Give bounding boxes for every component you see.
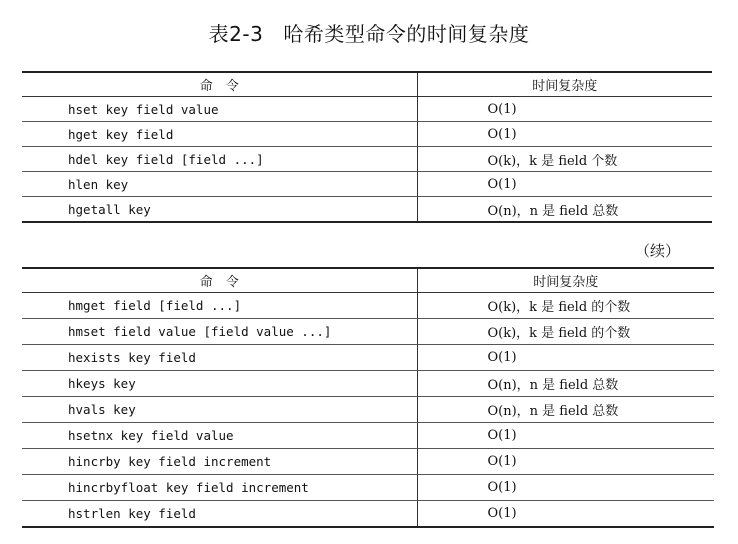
table-row bbox=[22, 371, 714, 397]
header-complexity: 时间复杂度 bbox=[417, 268, 714, 293]
command-cell: hdel key field [field ...] bbox=[22, 147, 417, 172]
command-cell: hexists key field bbox=[22, 345, 417, 371]
table-row bbox=[22, 293, 714, 319]
header-command: 命 令 bbox=[22, 72, 417, 97]
complexity-cell: O(1) bbox=[417, 423, 714, 449]
header-complexity: 时间复杂度 bbox=[417, 72, 712, 97]
complexity-cell: O(1) bbox=[417, 172, 712, 197]
command-cell: hlen key bbox=[22, 172, 417, 197]
table-row bbox=[22, 97, 712, 122]
complexity-cell: O(1) bbox=[417, 97, 712, 122]
table-row bbox=[22, 172, 712, 197]
complexity-cell: O(k)，k 是 field 的个数 bbox=[417, 319, 714, 345]
table-row bbox=[22, 449, 714, 475]
command-cell: hstrlen key field bbox=[22, 501, 417, 528]
complexity-cell: O(n)，n 是 field 总数 bbox=[487, 203, 619, 219]
complexity-table-part1 bbox=[22, 71, 712, 223]
header-row bbox=[22, 268, 714, 293]
command-cell: hvals key bbox=[22, 397, 417, 423]
complexity-cell: O(1) bbox=[417, 449, 714, 475]
command-cell: hmget field [field ...] bbox=[22, 293, 417, 319]
table-row bbox=[22, 345, 714, 371]
command-cell: hincrby key field increment bbox=[22, 449, 417, 475]
complexity-cell: O(1) bbox=[487, 506, 517, 521]
command-cell: hmset field value [field value ...] bbox=[22, 319, 417, 345]
table-row bbox=[22, 122, 712, 147]
complexity-cell: O(1) bbox=[417, 475, 714, 501]
table-row bbox=[22, 475, 714, 501]
command-cell: hgetall key bbox=[22, 197, 417, 223]
table-row bbox=[22, 319, 714, 345]
command-cell: hkeys key bbox=[22, 371, 417, 397]
continued-label: （续） bbox=[634, 242, 680, 260]
command-cell: hget key field bbox=[22, 122, 417, 147]
table-row bbox=[22, 397, 714, 423]
complexity-cell: O(k)，k 是 field 的个数 bbox=[417, 293, 714, 319]
complexity-table-part2 bbox=[22, 267, 714, 528]
complexity-cell: O(k)，k 是 field 个数 bbox=[417, 147, 712, 172]
complexity-cell: O(n)，n 是 field 总数 bbox=[417, 371, 714, 397]
complexity-cell: O(1) bbox=[417, 122, 712, 147]
table-row bbox=[22, 147, 712, 172]
table-number: 表2-3 bbox=[208, 22, 264, 46]
table-row bbox=[22, 501, 714, 528]
header-row bbox=[22, 72, 712, 97]
table-caption: 哈希类型命令的时间复杂度 bbox=[283, 22, 530, 46]
table-row bbox=[22, 423, 714, 449]
command-cell: hset key field value bbox=[22, 97, 417, 122]
table-title bbox=[0, 18, 738, 47]
complexity-cell: O(1) bbox=[417, 345, 714, 371]
complexity-cell: O(n)，n 是 field 总数 bbox=[417, 397, 714, 423]
table-row bbox=[22, 197, 712, 223]
command-cell: hincrbyfloat key field increment bbox=[22, 475, 417, 501]
command-cell: hsetnx key field value bbox=[22, 423, 417, 449]
header-command: 命 令 bbox=[22, 268, 417, 293]
